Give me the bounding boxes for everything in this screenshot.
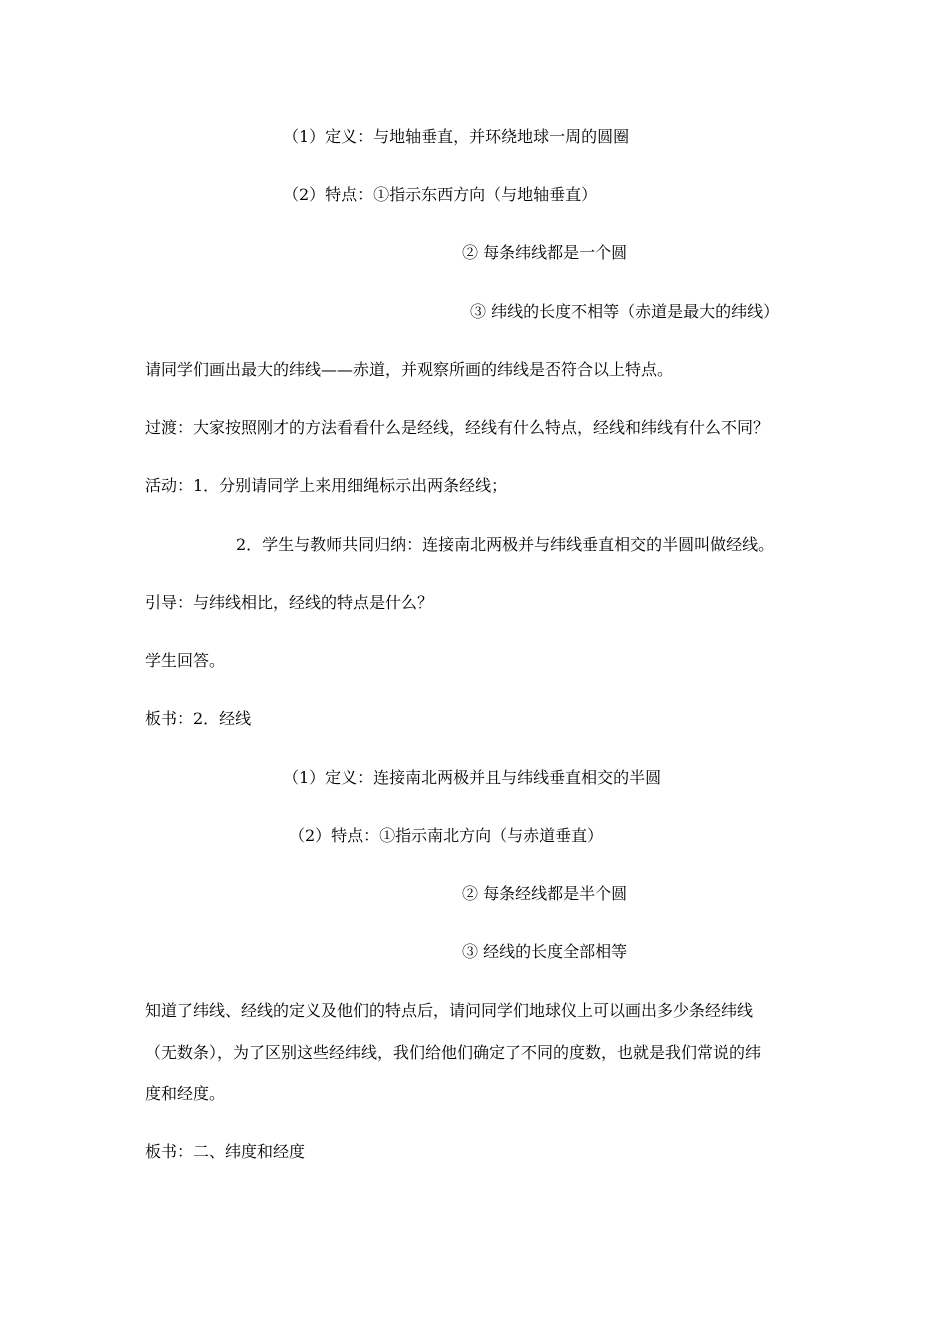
paragraph-transition: 过渡：大家按照刚才的方法看看什么是经线，经线有什么特点，经线和纬线有什么不同？ [145,418,770,437]
paragraph-summary-line-3: 度和经度。 [145,1084,226,1103]
longitude-feature-2: ② 每条经线都是半个圆 [462,884,628,903]
latitude-feature-1: （2）特点：①指示东西方向（与地轴垂直） [283,185,598,204]
paragraph-student-answer: 学生回答。 [145,651,226,670]
paragraph-activity-1: 活动：1．分别请同学上来用细绳标示出两条经线； [145,476,508,495]
paragraph-guide: 引导：与纬线相比，经线的特点是什么？ [145,593,434,612]
longitude-feature-1: （2）特点：①指示南北方向（与赤道垂直） [289,826,604,845]
paragraph-summary-line-1: 知道了纬线、经线的定义及他们的特点后，请问同学们地球仪上可以画出多少条经纬线 [145,1001,754,1020]
latitude-definition: （1）定义：与地轴垂直，并环绕地球一周的圆圈 [283,127,630,146]
board-heading-latitude-longitude: 板书：二、纬度和经度 [145,1142,306,1161]
paragraph-summary-line-2: （无数条），为了区别这些经纬线，我们给他们确定了不同的度数，也就是我们常说的纬 [145,1043,762,1062]
longitude-feature-3: ③ 经线的长度全部相等 [462,942,628,961]
board-heading-longitude: 板书：2．经线 [145,709,252,728]
longitude-definition: （1）定义：连接南北两极并且与纬线垂直相交的半圆 [283,768,662,787]
paragraph-activity-2: 2．学生与教师共同归纳：连接南北两极并与纬线垂直相交的半圆叫做经线。 [236,535,775,554]
paragraph-draw-equator: 请同学们画出最大的纬线——赤道，并观察所画的纬线是否符合以上特点。 [145,360,674,379]
latitude-feature-2: ② 每条纬线都是一个圆 [462,243,628,262]
latitude-feature-3: ③ 纬线的长度不相等（赤道是最大的纬线） [470,302,780,321]
